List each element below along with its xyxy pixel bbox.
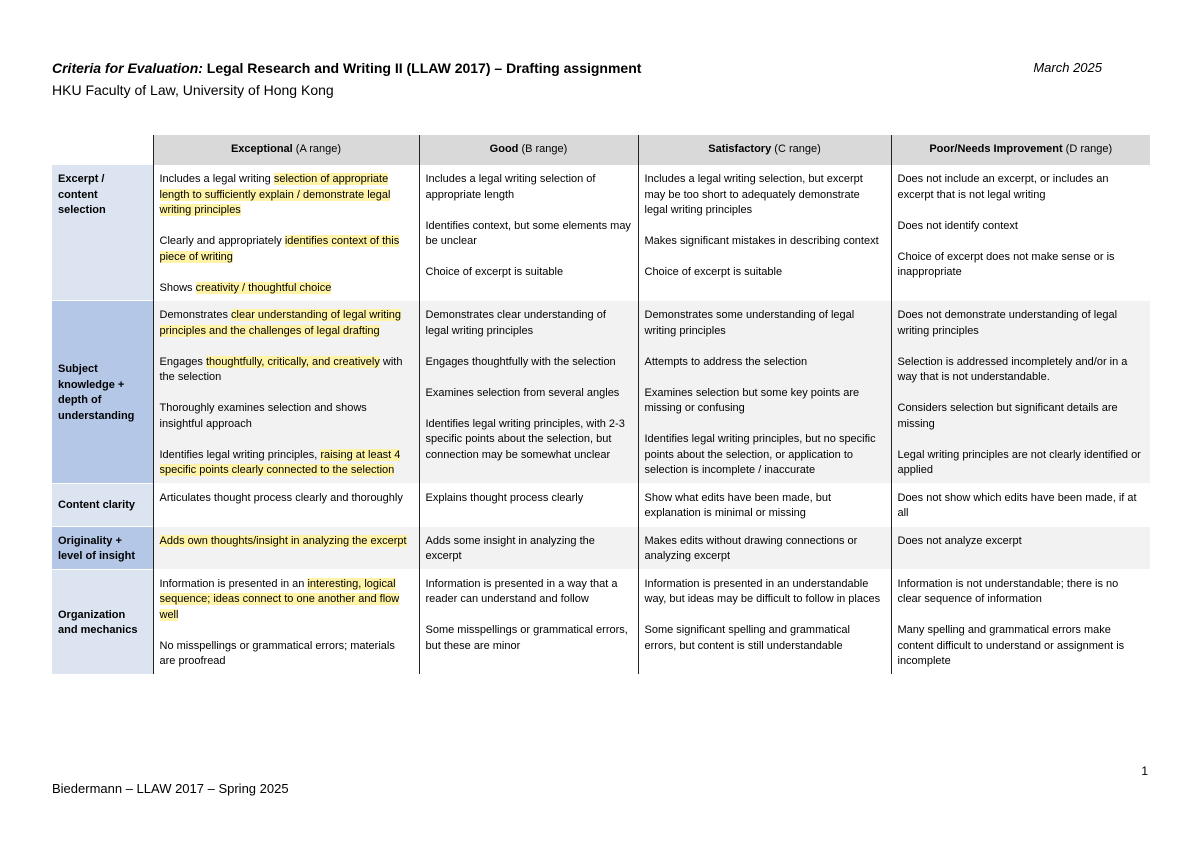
- rubric-row: [52, 165, 1150, 301]
- column-level: Exceptional: [230, 143, 293, 155]
- descriptor-text: Show what edits have been made, but explanation is minimal or missing: [644, 491, 832, 519]
- criteria-descriptor: [645, 172, 885, 219]
- criteria-descriptor: [426, 534, 632, 565]
- rubric-corner-cell: [52, 135, 153, 165]
- criteria-descriptor: [160, 308, 413, 339]
- descriptor-text: Many spelling and grammatical errors make content difficult to understand or assignment is incomplete: [897, 624, 1125, 667]
- criteria-descriptor: [426, 491, 632, 507]
- highlighted-text: selection of appropriate length to sufficiently explain / demonstrate legal writing principles: [159, 173, 391, 216]
- document-date: March 2025: [1033, 60, 1102, 75]
- criteria-descriptor: [426, 355, 632, 371]
- rubric-cell-good: [419, 526, 638, 569]
- criteria-descriptor: [160, 281, 413, 297]
- rubric-cell-good: [419, 165, 638, 301]
- criteria-descriptor: [160, 401, 413, 432]
- rubric-cell-good: [419, 301, 638, 484]
- rubric-cell-satisfactory: [638, 165, 891, 301]
- descriptor-text: Selection is addressed incompletely and/or in a way that is not understandable.: [897, 355, 1128, 383]
- descriptor-text: Does not include an excerpt, or includes an excerpt that is not legal writing: [897, 173, 1109, 201]
- column-range: (C range): [771, 143, 821, 155]
- criteria-descriptor: [898, 355, 1145, 386]
- criteria-descriptor: [426, 623, 632, 654]
- rubric-cell-poor: [891, 526, 1150, 569]
- criteria-descriptor: [898, 534, 1145, 550]
- criteria-descriptor: [160, 448, 413, 479]
- descriptor-text: Does not show which edits have been made, if at all: [897, 491, 1137, 519]
- rubric-row: [52, 569, 1150, 674]
- rubric-cell-poor: [891, 483, 1150, 526]
- criteria-descriptor: [160, 172, 413, 219]
- column-header-satisfactory: [638, 135, 891, 165]
- highlighted-text: clear understanding of legal writing principles and the challenges of legal drafting: [159, 309, 402, 337]
- descriptor-text: Identifies legal writing principles, but no specific points about the selection, or application to selection is incomplete / inaccurate: [644, 433, 876, 476]
- criteria-descriptor: [645, 534, 885, 565]
- document-subtitle: HKU Faculty of Law, University of Hong Kong: [52, 82, 334, 98]
- criteria-descriptor: [426, 417, 632, 464]
- criteria-descriptor: [160, 355, 413, 386]
- column-header-good: [419, 135, 638, 165]
- descriptor-text: Includes a legal writing: [159, 173, 274, 185]
- rubric-cell-satisfactory: [638, 301, 891, 484]
- descriptor-text: Adds some insight in analyzing the excerpt: [425, 534, 595, 562]
- descriptor-text: Includes a legal writing selection, but excerpt may be too short to adequately demonstrate legal writing principles: [644, 173, 863, 216]
- rubric-cell-exceptional: [153, 526, 419, 569]
- criterion-label: Originality + level of insight: [52, 526, 153, 569]
- descriptor-text: with the selection: [159, 355, 403, 383]
- descriptor-text: Information is presented in a way that a reader can understand and follow: [425, 577, 618, 605]
- descriptor-text: Considers selection but significant details are missing: [897, 402, 1118, 430]
- descriptor-text: Does not identify context: [897, 219, 1018, 232]
- descriptor-text: Attempts to address the selection: [644, 355, 808, 368]
- descriptor-text: Shows: [159, 281, 196, 294]
- descriptor-text: Information is presented in an: [159, 577, 308, 590]
- rubric-cell-satisfactory: [638, 483, 891, 526]
- highlighted-text: interesting, logical sequence; ideas connect to one another and flow well: [159, 577, 400, 621]
- page-number: 1: [1141, 764, 1148, 778]
- descriptor-text: Includes a legal writing selection of appropriate length: [425, 173, 596, 201]
- criteria-descriptor: [898, 401, 1145, 432]
- document-header: [52, 58, 1102, 100]
- rubric-cell-poor: [891, 301, 1150, 484]
- rubric-table: [52, 135, 1150, 674]
- criterion-label: Excerpt / content selection: [52, 165, 153, 301]
- rubric-cell-good: [419, 483, 638, 526]
- criteria-descriptor: [898, 308, 1145, 339]
- criteria-descriptor: [645, 355, 885, 371]
- descriptor-text: Demonstrates some understanding of legal writing principles: [644, 309, 855, 337]
- highlighted-text: Adds own thoughts/insight in analyzing the excerpt: [159, 534, 407, 547]
- rubric-cell-satisfactory: [638, 569, 891, 674]
- descriptor-text: Some misspellings or grammatical errors, but these are minor: [425, 624, 628, 652]
- rubric-cell-exceptional: [153, 301, 419, 484]
- descriptor-text: Clearly and appropriately: [159, 235, 285, 247]
- criteria-descriptor: [898, 448, 1145, 479]
- descriptor-text: No misspellings or grammatical errors; materials are proofread: [159, 639, 395, 667]
- criteria-descriptor: [645, 234, 885, 250]
- rubric-cell-exceptional: [153, 483, 419, 526]
- rubric-row: [52, 526, 1150, 569]
- title-italic-part: Criteria for Evaluation:: [52, 60, 203, 76]
- column-level: Poor/Needs Improvement: [929, 143, 1063, 155]
- descriptor-text: Information is presented in an understandable way, but ideas may be difficult to follow in places: [644, 577, 881, 605]
- criteria-descriptor: [645, 386, 885, 417]
- criteria-descriptor: [898, 577, 1145, 608]
- descriptor-text: Examines selection from several angles: [425, 386, 620, 399]
- criterion-label: Organization and mechanics: [52, 569, 153, 674]
- column-header-poor: [891, 135, 1150, 165]
- criterion-label: Content clarity: [52, 483, 153, 526]
- criteria-descriptor: [645, 577, 885, 608]
- descriptor-text: Engages thoughtfully with the selection: [425, 355, 616, 368]
- criteria-descriptor: [160, 639, 413, 670]
- descriptor-text: Engages: [159, 355, 206, 368]
- criteria-descriptor: [426, 577, 632, 608]
- highlighted-text: creativity / thoughtful choice: [195, 281, 332, 294]
- column-header-exceptional: [153, 135, 419, 165]
- rubric-row: [52, 483, 1150, 526]
- descriptor-text: Does not analyze excerpt: [897, 534, 1022, 547]
- column-range: (B range): [518, 143, 568, 155]
- document-title: [52, 58, 1102, 78]
- criteria-descriptor: [898, 219, 1145, 235]
- criteria-descriptor: [426, 219, 632, 250]
- document-footer: Biedermann – LLAW 2017 – Spring 2025: [52, 781, 289, 796]
- descriptor-text: Does not demonstrate understanding of legal writing principles: [897, 309, 1118, 337]
- descriptor-text: Examines selection but some key points are missing or confusing: [644, 386, 860, 414]
- descriptor-text: Demonstrates clear understanding of legal writing principles: [425, 309, 606, 337]
- highlighted-text: raising at least 4 specific points clearly connected to the selection: [159, 448, 401, 476]
- descriptor-text: Legal writing principles are not clearly identified or applied: [897, 448, 1141, 476]
- rubric-cell-poor: [891, 569, 1150, 674]
- descriptor-text: Explains thought process clearly: [425, 491, 584, 504]
- criteria-descriptor: [160, 534, 413, 550]
- criteria-descriptor: [898, 623, 1145, 670]
- descriptor-text: Demonstrates: [159, 309, 232, 321]
- descriptor-text: Makes significant mistakes in describing context: [644, 235, 879, 247]
- title-main-part: Legal Research and Writing II (LLAW 2017) – Drafting assignment: [202, 60, 642, 76]
- criteria-descriptor: [426, 308, 632, 339]
- rubric-body: [52, 165, 1150, 674]
- rubric-cell-satisfactory: [638, 526, 891, 569]
- criteria-descriptor: [898, 491, 1145, 522]
- rubric-header-row: [52, 135, 1150, 165]
- column-range: (A range): [292, 143, 342, 155]
- rubric-cell-good: [419, 569, 638, 674]
- criteria-descriptor: [645, 491, 885, 522]
- descriptor-text: Choice of excerpt is suitable: [425, 266, 564, 278]
- column-level: Satisfactory: [708, 143, 772, 155]
- criteria-descriptor: [426, 386, 632, 402]
- criteria-descriptor: [426, 265, 632, 281]
- criteria-descriptor: [898, 172, 1145, 203]
- criteria-descriptor: [160, 491, 413, 507]
- criteria-descriptor: [160, 234, 413, 265]
- descriptor-text: Some significant spelling and grammatical errors, but content is still understandable: [644, 624, 850, 652]
- highlighted-text: thoughtfully, critically, and creatively: [205, 355, 380, 368]
- descriptor-text: Thoroughly examines selection and shows insightful approach: [159, 402, 367, 430]
- descriptor-text: Choice of excerpt does not make sense or is inappropriate: [897, 250, 1115, 278]
- criteria-descriptor: [898, 250, 1145, 281]
- criteria-descriptor: [645, 432, 885, 479]
- highlighted-text: identifies context of this piece of writing: [159, 235, 400, 263]
- descriptor-text: Makes edits without drawing connections or analyzing excerpt: [644, 534, 858, 562]
- rubric-cell-exceptional: [153, 569, 419, 674]
- criteria-descriptor: [160, 577, 413, 624]
- rubric-cell-exceptional: [153, 165, 419, 301]
- rubric-cell-poor: [891, 165, 1150, 301]
- descriptor-text: Information is not understandable; there is no clear sequence of information: [897, 577, 1119, 605]
- descriptor-text: Identifies context, but some elements may be unclear: [425, 219, 631, 247]
- criterion-label: Subject knowledge + depth of understanding: [52, 301, 153, 484]
- criteria-descriptor: [645, 265, 885, 281]
- descriptor-text: Identifies legal writing principles, with 2-3 specific points about the selection, but connection may be somewhat unclear: [425, 417, 625, 461]
- descriptor-text: Articulates thought process clearly and thoroughly: [159, 491, 403, 504]
- rubric-row: [52, 301, 1150, 484]
- column-range: (D range): [1062, 143, 1113, 155]
- criteria-descriptor: [645, 308, 885, 339]
- descriptor-text: Choice of excerpt is suitable: [644, 266, 783, 278]
- criteria-descriptor: [426, 172, 632, 203]
- column-level: Good: [489, 143, 519, 155]
- criteria-descriptor: [645, 623, 885, 654]
- descriptor-text: Identifies legal writing principles,: [159, 448, 321, 461]
